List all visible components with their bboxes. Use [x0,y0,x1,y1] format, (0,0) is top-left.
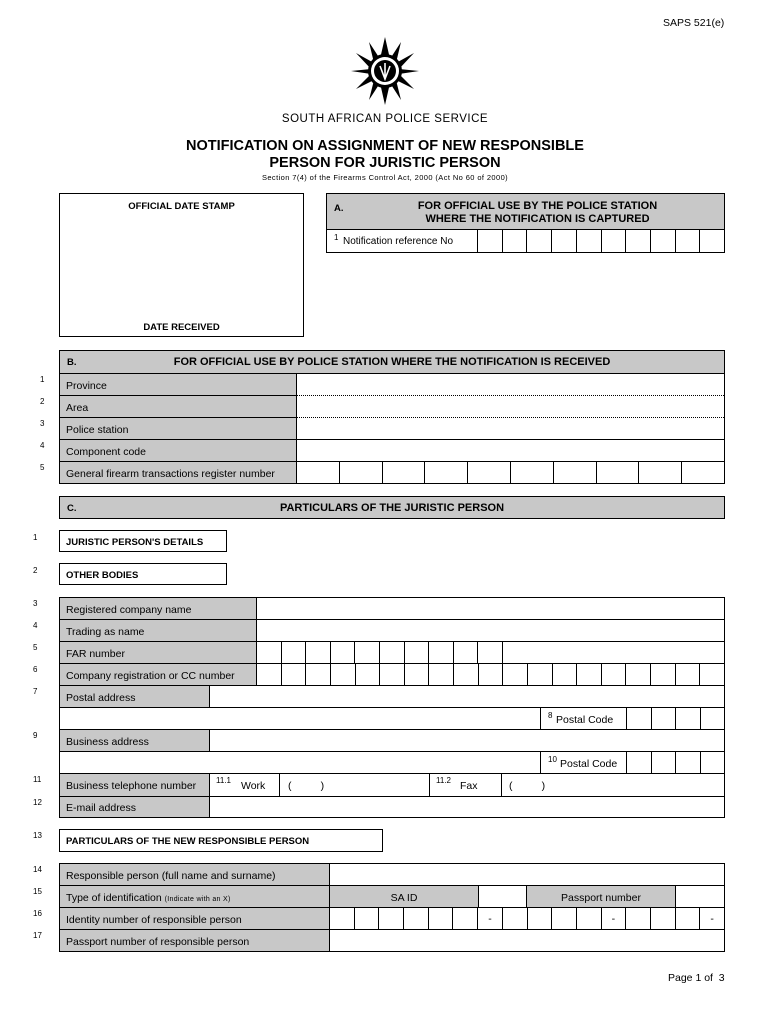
postal-address-line2-field[interactable] [60,708,540,729]
registered-company-name-field[interactable] [257,598,724,619]
passport-of-person-label: Passport number of responsible person [66,936,250,948]
area-label: Area [66,402,89,414]
postal-address-field[interactable] [210,686,724,707]
fax-field[interactable]: ( ) [509,780,546,792]
business-phone-label: Business telephone number [66,780,197,792]
form-subtitle: Section 7(4) of the Firearms Control Act, 2000 (Act No 60 of 2000) [261,173,509,182]
c-num-15: 15 [33,887,42,896]
notification-reference-cells[interactable] [477,230,724,252]
id-type-label [66,893,231,904]
c-num-11: 11 [33,775,42,784]
postal-address-label: Postal address [66,692,136,704]
section-a-letter: A. [334,203,344,214]
postal-code-8-label: Postal Code [556,714,614,726]
company-reg-cells[interactable] [256,664,724,685]
c-num-4: 4 [33,621,38,630]
c-num-1: 1 [33,533,38,542]
official-date-stamp-box [59,193,304,337]
police-station-field[interactable] [297,418,724,439]
id-dash-1: - [477,908,502,929]
notification-reference-label: Notification reference No [343,236,454,247]
passport-of-person-field[interactable] [330,930,724,951]
registered-company-name-label: Registered company name [66,604,192,616]
register-number-cells[interactable] [296,462,724,483]
c-num-7: 7 [33,687,38,696]
business-address-line2-field[interactable] [60,752,540,773]
company-reg-label: Company registration or CC number [66,670,235,682]
b-row-num-4: 4 [40,441,45,450]
section-b-heading: FOR OFFICIAL USE BY POLICE STATION WHERE THE NOTIFICATION IS RECEIVED [173,356,611,368]
identity-number-cells[interactable] [329,908,724,929]
email-label: E-mail address [66,802,137,814]
c-num-12: 12 [33,798,42,807]
c-num-2: 2 [33,566,38,575]
c-num-17: 17 [33,931,42,940]
c-num-9: 9 [33,731,38,740]
register-number-label: General firearm transactions register number [66,468,275,480]
c-num-13: 13 [33,831,42,840]
passport-number-label: Passport number [561,892,641,904]
responsible-person-field[interactable] [330,864,724,885]
id-dash-2: - [601,908,626,929]
passport-checkbox[interactable] [676,886,724,907]
date-received-label: DATE RECEIVED [143,322,220,333]
identity-number-label: Identity number of responsible person [66,914,242,926]
saps-crest-logo [348,36,422,106]
postal-code-10-cells[interactable] [626,752,724,773]
component-code-field[interactable] [297,440,724,461]
c-num-11-1: 11.1 [216,776,231,785]
section-a-heading-line1: FOR OFFICIAL USE BY THE POLICE STATION [417,200,658,212]
stamp-heading: OFFICIAL DATE STAMP [128,201,235,212]
c-num-8: 8 [548,711,553,720]
juristic-details-label: JURISTIC PERSON'S DETAILS [66,537,204,548]
work-phone-field[interactable]: ( ) [288,780,325,792]
b-row-num-3: 3 [40,419,45,428]
section-c-heading: PARTICULARS OF THE JURISTIC PERSON [279,502,505,514]
police-station-label: Police station [66,424,129,436]
id-type-text: Type of identification [66,892,162,904]
fax-label: Fax [460,780,478,792]
c-num-5: 5 [33,643,38,652]
email-field[interactable] [210,797,724,817]
postal-code-8-cells[interactable] [626,708,724,729]
other-bodies-label: OTHER BODIES [66,570,139,581]
area-field[interactable] [297,396,724,417]
trading-as-field[interactable] [257,620,724,641]
c-num-3: 3 [33,599,38,608]
form-title-line1: NOTIFICATION ON ASSIGNMENT OF NEW RESPONSIBLE [186,138,584,154]
id-type-hint: (Indicate with an X) [164,896,231,903]
form-code: SAPS 521(e) [663,17,725,29]
province-label: Province [66,380,107,392]
business-address-label: Business address [66,736,149,748]
section-b-letter: B. [67,357,77,368]
c-num-14: 14 [33,865,42,874]
work-label: Work [241,780,266,792]
section-c-letter: C. [67,503,77,514]
id-dash-3: - [699,908,724,929]
ref-number: 1 [334,233,339,242]
far-number-cells[interactable] [256,642,502,663]
c-num-6: 6 [33,665,38,674]
b-row-num-1: 1 [40,375,45,384]
business-address-field[interactable] [210,730,724,751]
page-number: Page 1 of 3 [668,972,725,984]
b-row-num-2: 2 [40,397,45,406]
b-row-num-5: 5 [40,463,45,472]
sa-id-checkbox[interactable] [479,886,526,907]
sa-id-label: SA ID [390,892,418,904]
section-a-heading-line2: WHERE THE NOTIFICATION IS CAPTURED [425,213,650,225]
trading-as-label: Trading as name [66,626,145,638]
postal-code-10-label: Postal Code [560,758,618,770]
agency-name: SOUTH AFRICAN POLICE SERVICE [281,113,489,125]
c-num-16: 16 [33,909,42,918]
new-person-heading: PARTICULARS OF THE NEW RESPONSIBLE PERSON [66,836,310,847]
province-field[interactable] [297,374,724,395]
component-code-label: Component code [66,446,146,458]
far-number-label: FAR number [66,648,125,660]
responsible-person-label: Responsible person (full name and surname) [66,870,276,882]
c-num-10: 10 [548,755,557,764]
c-num-11-2: 11.2 [436,776,451,785]
form-title-line2: PERSON FOR JURISTIC PERSON [269,155,501,171]
